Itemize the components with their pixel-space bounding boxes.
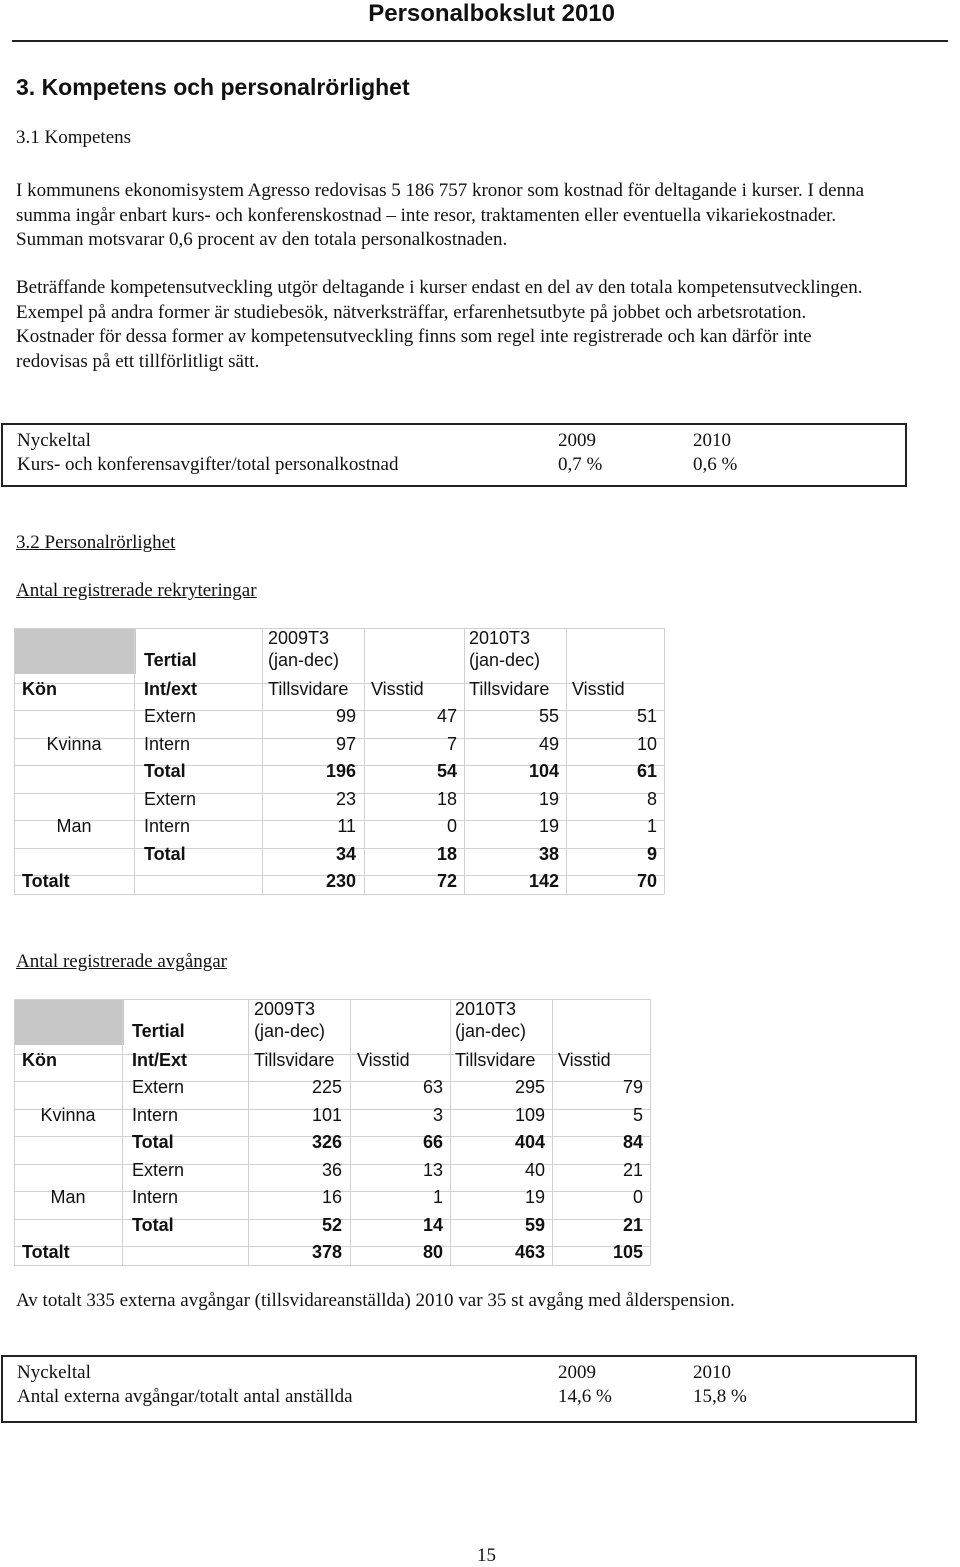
grand-total-value: 80 [422,1242,443,1262]
value-cell: 3 [432,1105,443,1125]
period-2009-range: (jan-dec) [268,650,340,670]
keyfigure-box-2 [1,1355,917,1423]
grand-total-value: 230 [325,871,356,891]
value-cell: 51 [636,706,657,726]
value-cell: 40 [524,1160,545,1180]
section-heading-3-1: 3.1 Kompetens [16,127,132,148]
value-cell: 21 [622,1160,643,1180]
value-cell: 18 [436,844,457,864]
grid-line [262,628,263,894]
grid-line [650,999,651,1265]
grand-total-value: 72 [436,871,457,891]
value-cell: 101 [311,1105,342,1125]
value-cell: 0 [632,1187,643,1207]
value-cell: 52 [321,1215,342,1235]
value-cell: 5 [632,1105,643,1125]
keyfigure-year-2009: 2009 [558,430,596,451]
row-type-intern: Intern [132,1187,179,1207]
value-cell: 36 [321,1160,342,1180]
header-shade [14,628,136,674]
keyfigure-description: Antal externa avgångar/totalt antal anställda [17,1386,353,1407]
value-cell: 295 [514,1077,545,1097]
value-cell: 38 [538,844,559,864]
value-cell: 66 [422,1132,443,1152]
grand-total-label: Totalt [22,1242,70,1262]
value-cell: 21 [622,1215,643,1235]
value-cell: 54 [436,761,457,781]
value-cell: 8 [646,789,657,809]
row-type-total: Total [144,761,186,781]
value-cell: 47 [436,706,457,726]
grid-line [14,999,650,1000]
period-2009: 2009T3 [268,628,330,648]
value-cell: 404 [514,1132,545,1152]
gender-kvinna: Kvinna [46,734,102,754]
column-header: Tillsvidare [469,679,550,699]
grid-line [350,999,351,1265]
value-cell: 1 [646,816,657,836]
period-2010: 2010T3 [455,999,517,1019]
grand-total-value: 378 [311,1242,342,1262]
grid-line [248,999,249,1265]
paragraph-line: summa ingår enbart kurs- och konferenskostnad – inte resor, traktamenten eller eventuella vikariekostnader. [16,204,837,226]
grid-line [14,1265,650,1266]
grid-line [566,628,567,894]
value-cell: 18 [436,789,457,809]
gender-man: Man [50,1187,86,1207]
grid-line [552,999,553,1265]
value-cell: 97 [335,734,356,754]
value-cell: 49 [538,734,559,754]
keyfigure-value-2009: 14,6 % [558,1386,612,1407]
gender-man: Man [56,816,92,836]
paragraph-line: Exempel på andra former är studiebesök, nätverksträffar, erfarenhetsutbyte på jobbet och arbetsrotation. [16,301,807,323]
paragraph-line: redovisas på ett tillförlitligt sätt. [16,350,260,372]
column-header: Visstid [371,679,424,699]
pension-note: Av totalt 335 externa avgångar (tillsvidareanställda) 2010 var 35 st avgång med ålderspension. [16,1290,735,1311]
keyfigure-label: Nyckeltal [17,1362,91,1383]
recruitment-table [14,628,664,894]
value-cell: 109 [514,1105,545,1125]
value-cell: 99 [335,706,356,726]
gender-header: Kön [22,679,57,699]
keyfigure-year-2010: 2010 [693,1362,731,1383]
header-title: Personalbokslut 2010 [368,0,615,27]
period-2009: 2009T3 [254,999,316,1019]
column-header: Tillsvidare [268,679,349,699]
value-cell: 14 [422,1215,443,1235]
keyfigure-year-2009: 2009 [558,1362,596,1383]
value-cell: 55 [538,706,559,726]
recruitment-table-title: Antal registrerade rekryteringar [16,580,257,601]
row-type-intern: Intern [132,1105,179,1125]
row-type-extern: Extern [132,1160,185,1180]
keyfigure-description: Kurs- och konferensavgifter/total personalkostnad [17,454,399,475]
grid-line [122,999,123,1265]
section-heading-3-2: 3.2 Personalrörlighet [16,532,176,553]
keyfigure-year-2010: 2010 [693,430,731,451]
keyfigure-value-2010: 15,8 % [693,1386,747,1407]
column-header: Tillsvidare [254,1050,335,1070]
row-type-extern: Extern [144,789,197,809]
value-cell: 225 [311,1077,342,1097]
grand-total-value: 463 [514,1242,545,1262]
row-type-extern: Extern [144,706,197,726]
paragraph-line: Beträffande kompetensutveckling utgör deltagande i kurser endast en del av den totala kompetensutvecklingen. [16,277,863,298]
column-header: Visstid [572,679,625,699]
period-2010-range: (jan-dec) [455,1021,527,1041]
row-type-intern: Intern [144,816,191,836]
header-rule [12,40,948,42]
tertial-label: Tertial [144,650,197,670]
grand-total-value: 105 [612,1242,643,1262]
value-cell: 16 [321,1187,342,1207]
keyfigure-value-2010: 0,6 % [693,454,738,475]
column-header: Visstid [558,1050,611,1070]
period-2010-range: (jan-dec) [469,650,541,670]
departure-table-title: Antal registrerade avgångar [16,951,228,972]
row-type-total: Total [132,1132,174,1152]
value-cell: 13 [422,1160,443,1180]
paragraph-cost [16,179,941,253]
keyfigure-label: Nyckeltal [17,430,91,451]
value-cell: 59 [524,1215,545,1235]
grand-total-label: Totalt [22,871,70,891]
value-cell: 84 [622,1132,643,1152]
period-2009-range: (jan-dec) [254,1021,326,1041]
value-cell: 104 [528,761,559,781]
grid-line [14,894,664,895]
row-type-total: Total [132,1215,174,1235]
value-cell: 34 [335,844,356,864]
grid-line [450,999,451,1265]
departure-table [14,999,650,1265]
value-cell: 9 [646,844,657,864]
paragraph-line: Kostnader för dessa former av kompetensutveckling finns som regel inte registrerade och kan därför inte [16,326,812,347]
value-cell: 19 [538,816,559,836]
value-cell: 326 [311,1132,342,1152]
value-cell: 0 [446,816,457,836]
value-cell: 1 [432,1187,443,1207]
row-type-total: Total [144,844,186,864]
paragraph-line: I kommunens ekonomisystem Agresso redovisas 5 186 757 kronor som kostnad för deltagande i kurser. I denna [16,180,864,201]
value-cell: 61 [636,761,657,781]
grid-line [664,628,665,894]
gender-header: Kön [22,1050,57,1070]
page-number: 15 [477,1545,496,1566]
value-cell: 11 [337,816,356,836]
grid-line [14,628,15,894]
chapter-title: 3. Kompetens och personalrörlighet [16,74,410,100]
value-cell: 10 [636,734,657,754]
column-header: Visstid [357,1050,410,1070]
grid-line [364,628,365,894]
value-cell: 196 [325,761,356,781]
keyfigure-value-2009: 0,7 % [558,454,603,475]
value-cell: 19 [524,1187,545,1207]
grand-total-value: 70 [636,871,657,891]
header-shade [14,999,124,1045]
keyfigure-box-1 [1,423,907,487]
value-cell: 23 [335,789,356,809]
value-cell: 63 [422,1077,443,1097]
grid-line [134,628,135,894]
grand-total-value: 142 [528,871,559,891]
paragraph-line: Summan motsvarar 0,6 procent av den totala personalkostnaden. [16,229,508,250]
row-type-extern: Extern [132,1077,185,1097]
tertial-label: Tertial [132,1021,185,1041]
value-cell: 7 [446,734,457,754]
column-header: Tillsvidare [455,1050,536,1070]
period-2010: 2010T3 [469,628,531,648]
value-cell: 19 [538,789,559,809]
gender-kvinna: Kvinna [40,1105,96,1125]
grid-line [14,999,15,1265]
value-cell: 79 [622,1077,643,1097]
grid-line [464,628,465,894]
intext-header: Int/ext [144,679,198,699]
paragraph-development [16,276,941,374]
row-type-intern: Intern [144,734,191,754]
intext-header: Int/Ext [132,1050,188,1070]
